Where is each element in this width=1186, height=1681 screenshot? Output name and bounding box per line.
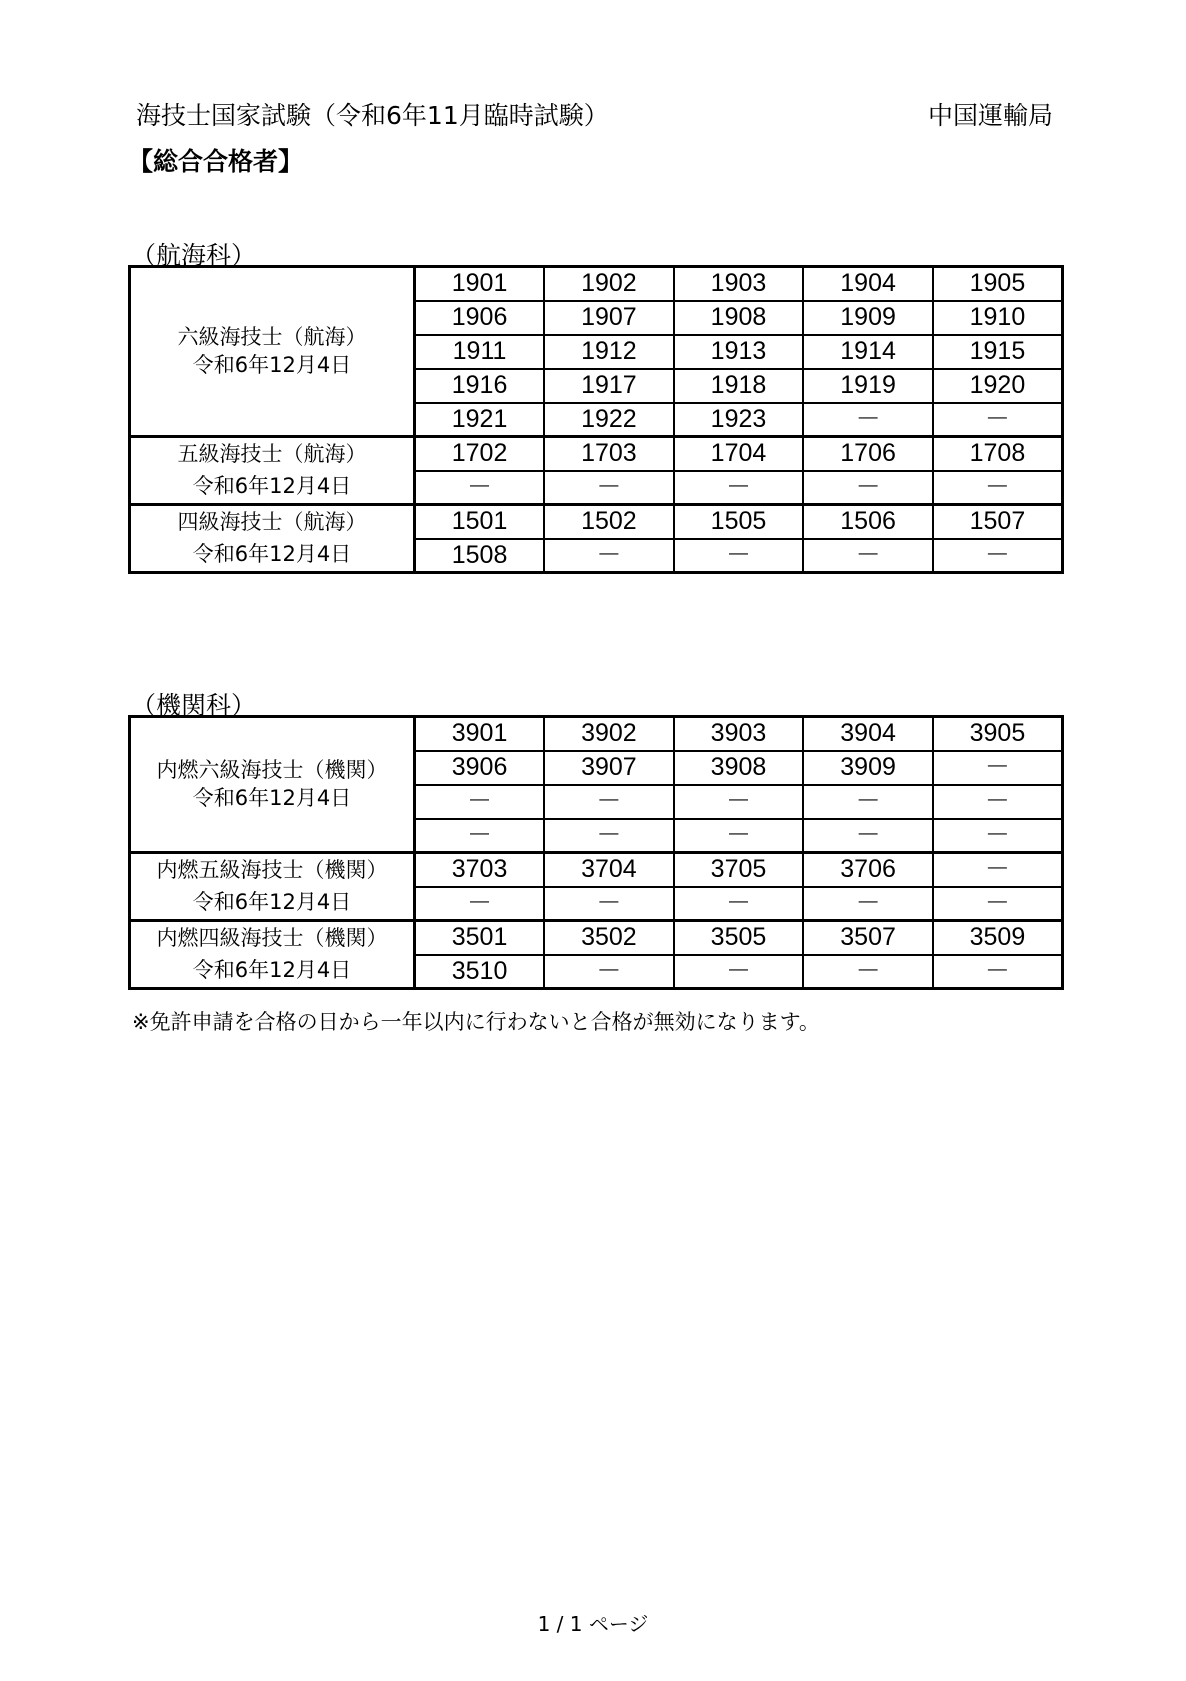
exam-date: 令和6年12月4日 xyxy=(130,471,415,505)
candidate-number: 3905 xyxy=(933,717,1063,751)
candidate-number: － xyxy=(544,819,674,853)
candidate-number: 1911 xyxy=(415,335,545,369)
table-row xyxy=(130,955,1063,989)
candidate-number: － xyxy=(933,471,1063,505)
candidate-number: － xyxy=(933,751,1063,785)
candidate-number: － xyxy=(544,539,674,573)
candidate-number: 1914 xyxy=(803,335,933,369)
candidate-number: － xyxy=(933,819,1063,853)
candidate-number: 1910 xyxy=(933,301,1063,335)
candidate-number: 3704 xyxy=(544,853,674,887)
candidate-number: 1508 xyxy=(415,539,545,573)
candidate-number: － xyxy=(933,853,1063,887)
table-row xyxy=(130,471,1063,505)
candidate-number: － xyxy=(415,819,545,853)
candidate-number: － xyxy=(803,539,933,573)
candidate-number: 1703 xyxy=(544,437,674,471)
candidate-number: 3901 xyxy=(415,717,545,751)
candidate-number: 1704 xyxy=(674,437,804,471)
candidate-number: 1919 xyxy=(803,369,933,403)
table-row xyxy=(130,921,1063,955)
candidate-number: 3703 xyxy=(415,853,545,887)
candidate-number: － xyxy=(544,785,674,819)
exam-group-label xyxy=(130,717,415,853)
candidate-number: 1706 xyxy=(803,437,933,471)
candidate-number: 1913 xyxy=(674,335,804,369)
candidate-number: 3902 xyxy=(544,717,674,751)
candidate-number: 1915 xyxy=(933,335,1063,369)
candidate-number: 1923 xyxy=(674,403,804,437)
candidate-number: － xyxy=(933,785,1063,819)
candidate-number: － xyxy=(674,785,804,819)
candidate-number: 1505 xyxy=(674,505,804,539)
candidate-number: 1918 xyxy=(674,369,804,403)
candidate-number: 1502 xyxy=(544,505,674,539)
results-table-engine xyxy=(128,715,1064,990)
candidate-number: － xyxy=(803,403,933,437)
candidate-number: 1903 xyxy=(674,267,804,301)
candidate-number: 1920 xyxy=(933,369,1063,403)
exam-grade: 内燃五級海技士（機関） xyxy=(130,853,415,887)
candidate-number: － xyxy=(415,471,545,505)
exam-group-label xyxy=(130,267,415,437)
candidate-number: － xyxy=(803,955,933,989)
candidate-number: 1917 xyxy=(544,369,674,403)
issuing-office: 中国運輸局 xyxy=(927,101,1053,130)
candidate-number: 1912 xyxy=(544,335,674,369)
candidate-number: 3907 xyxy=(544,751,674,785)
candidate-number: － xyxy=(933,887,1063,921)
candidate-number: 3505 xyxy=(674,921,804,955)
candidate-number: 1507 xyxy=(933,505,1063,539)
page-subtitle: 【総合合格者】 xyxy=(128,147,304,176)
candidate-number: 3909 xyxy=(803,751,933,785)
candidate-number: － xyxy=(803,785,933,819)
candidate-number: 1908 xyxy=(674,301,804,335)
exam-date: 令和6年12月4日 xyxy=(130,539,415,573)
candidate-number: － xyxy=(933,539,1063,573)
candidate-number: － xyxy=(674,539,804,573)
page-number: 1 / 1 ページ xyxy=(537,1612,649,1636)
candidate-number: － xyxy=(803,471,933,505)
candidate-number: 3904 xyxy=(803,717,933,751)
candidate-number: 3903 xyxy=(674,717,804,751)
candidate-number: － xyxy=(674,819,804,853)
candidate-number: 1901 xyxy=(415,267,545,301)
table-row xyxy=(130,887,1063,921)
exam-date: 令和6年12月4日 xyxy=(130,955,415,989)
candidate-number: 1921 xyxy=(415,403,545,437)
candidate-number: 1922 xyxy=(544,403,674,437)
candidate-number: 1909 xyxy=(803,301,933,335)
table-row xyxy=(130,539,1063,573)
candidate-number: 1708 xyxy=(933,437,1063,471)
candidate-number: 3908 xyxy=(674,751,804,785)
section-label-engine: （機関科） xyxy=(131,691,257,720)
candidate-number: 1904 xyxy=(803,267,933,301)
candidate-number: 3502 xyxy=(544,921,674,955)
candidate-number: 1506 xyxy=(803,505,933,539)
table-row xyxy=(130,505,1063,539)
candidate-number: 1702 xyxy=(415,437,545,471)
candidate-number: － xyxy=(415,887,545,921)
candidate-number: － xyxy=(544,955,674,989)
candidate-number: 3706 xyxy=(803,853,933,887)
candidate-number: 1916 xyxy=(415,369,545,403)
candidate-number: － xyxy=(544,471,674,505)
candidate-number: 1906 xyxy=(415,301,545,335)
candidate-number: 1501 xyxy=(415,505,545,539)
exam-grade: 内燃六級海技士（機関） xyxy=(156,758,388,783)
candidate-number: 1902 xyxy=(544,267,674,301)
candidate-number: － xyxy=(544,887,674,921)
table-row xyxy=(130,267,1063,301)
candidate-number: 3906 xyxy=(415,751,545,785)
results-table-navigation xyxy=(128,265,1064,574)
exam-grade: 五級海技士（航海） xyxy=(130,437,415,471)
candidate-number: 3507 xyxy=(803,921,933,955)
exam-date: 令和6年12月4日 xyxy=(192,785,352,810)
candidate-number: － xyxy=(674,955,804,989)
candidate-number: － xyxy=(415,785,545,819)
candidate-number: 3510 xyxy=(415,955,545,989)
candidate-number: － xyxy=(674,887,804,921)
exam-grade: 内燃四級海技士（機関） xyxy=(130,921,415,955)
table-row xyxy=(130,437,1063,471)
candidate-number: － xyxy=(803,887,933,921)
candidate-number: 1905 xyxy=(933,267,1063,301)
candidate-number: 3509 xyxy=(933,921,1063,955)
exam-grade: 六級海技士（航海） xyxy=(177,325,367,350)
exam-date: 令和6年12月4日 xyxy=(130,887,415,921)
candidate-number: － xyxy=(674,471,804,505)
candidate-number: － xyxy=(933,955,1063,989)
exam-date: 令和6年12月4日 xyxy=(192,352,352,377)
page-title: 海技士国家試験（令和6年11月臨時試験） xyxy=(136,101,609,130)
license-note: ※免許申請を合格の日から一年以内に行わないと合格が無効になります。 xyxy=(132,1010,820,1034)
table-row xyxy=(130,717,1063,751)
candidate-number: － xyxy=(933,403,1063,437)
section-label-navigation: （航海科） xyxy=(131,241,257,270)
candidate-number: 3705 xyxy=(674,853,804,887)
table-row xyxy=(130,853,1063,887)
candidate-number: 1907 xyxy=(544,301,674,335)
candidate-number: － xyxy=(803,819,933,853)
candidate-number: 3501 xyxy=(415,921,545,955)
exam-grade: 四級海技士（航海） xyxy=(130,505,415,539)
